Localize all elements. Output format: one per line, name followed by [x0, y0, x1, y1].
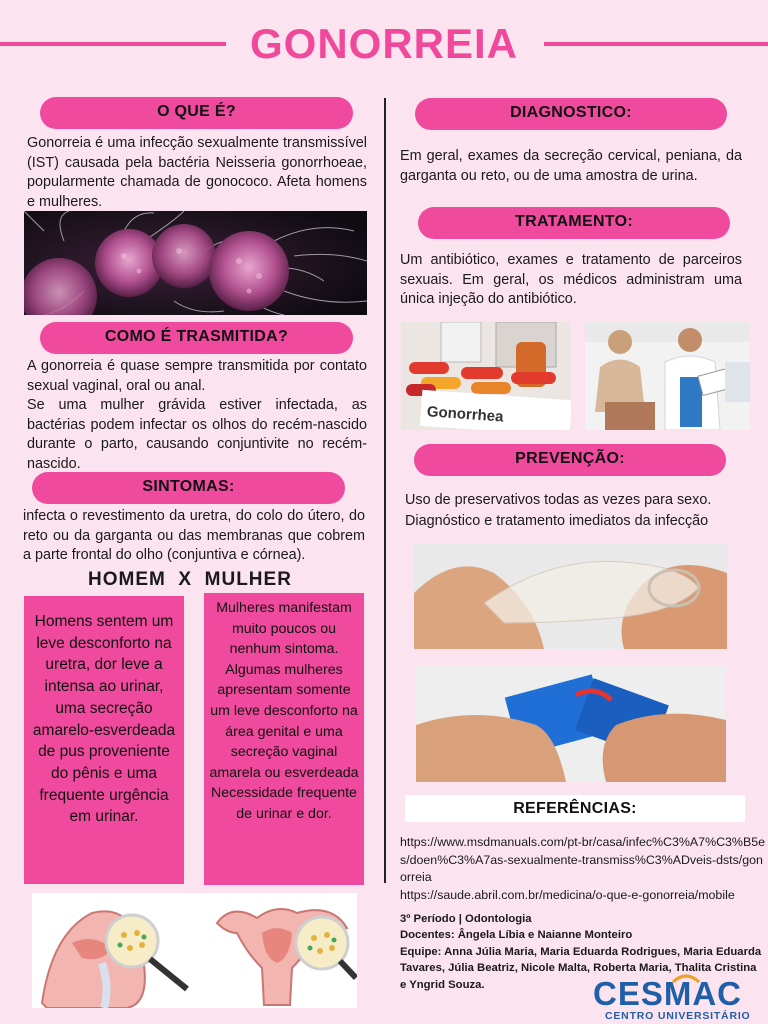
text-o-que-e: Gonorreia é uma infecção sexualmente transmissível (IST) causada pela bactéria Neisseria gonorrhoeae, popularmente chamada de gonococo. Afeta homens e mulheres. [27, 135, 367, 210]
logo-subtitle: CENTRO UNIVERSITÁRIO [605, 1010, 751, 1022]
logo-mark-icon [671, 972, 701, 984]
text-sintomas: infecta o revestimento da uretra, do colo do útero, do reto ou da garganta ou das membranas que cobrem a parte frontal do olho (conjuntiva e córnea). [23, 508, 365, 564]
heading-sintomas: SINTOMAS: [32, 472, 345, 504]
comparison-title-right: MULHER [204, 569, 292, 590]
column-divider [384, 98, 386, 883]
comparison-title [88, 569, 292, 591]
page-title: GONORREIA [249, 20, 518, 67]
anatomy-illustration [32, 893, 357, 1008]
antibiotics-image [401, 322, 571, 430]
text-tratamento: Um antibiótico, exames e tratamento de parceiros sexuais. Em geral, os médicos administram uma única injeção do antibiótico. [400, 252, 742, 308]
women-symptoms-text: Mulheres manifestam muito poucos ou nenhum sintoma. Algumas mulheres apresentam somente um leve desconforto na área genital e uma secreção vaginal amarela ou esverdeada Necessidade frequente de urinar e dor. [209, 600, 359, 822]
text-transmissao-1: A gonorreia é quase sempre transmitida por contato sexual vaginal, oral ou anal. [27, 358, 367, 394]
heading-prevencao: PREVENÇÃO: [414, 444, 726, 476]
text-diagnostico: Em geral, exames da secreção cervical, peniana, da garganta ou reto, ou de uma amostra de urina. [400, 148, 742, 184]
women-symptoms-box [204, 593, 364, 885]
reference-link-1[interactable]: https://www.msdmanuals.com/pt-br/casa/infec%C3%A7%C3%B5es/doen%C3%A7as-sexualmente-transmiss%C3%ADveis-dsts/gonorreia [400, 835, 765, 885]
heading-transmissao: COMO É TRASMITIDA? [40, 322, 353, 354]
text-prevencao-1: Uso de preservativos todas as vezes para sexo. [405, 492, 712, 508]
comparison-title-x: X [178, 569, 193, 590]
heading-referencias: REFERÊNCIAS: [405, 795, 745, 822]
condom-hands-image [414, 543, 727, 649]
text-prevencao [405, 490, 755, 532]
pill-label: Gonorrhea [426, 403, 504, 426]
comparison-title-left: HOMEM [88, 569, 166, 590]
bacteria-image [24, 211, 367, 315]
credits-team: Equipe: Anna Júlia Maria, Maria Eduarda Rodrigues, Maria Eduarda Tavares, Júlia Beatriz, Nicole Malta, Roberta Maria, Thalita Cristina e Yngrid Souza. [400, 945, 762, 991]
men-symptoms-text: Homens sentem um leve desconforto na uretra, dor leve a intensa ao urinar, uma secreção amarelo-esverdeada de pus proveniente do pênis e uma frequente urgência em urinar. [32, 613, 176, 826]
text-transmissao-2: Se uma mulher grávida estiver infectada, as bactérias podem infectar os olhos do recém-nascido durante o parto, causando conjuntivite no recém-nascido. [27, 397, 367, 472]
credits-teachers: Docentes: Ângela Líbia e Naianne Monteiro [400, 929, 633, 942]
heading-diagnostico: DIAGNOSTICO: [415, 98, 727, 130]
logo-name: CESMAC [593, 975, 743, 1012]
credits-period: 3º Período | Odontologia [400, 913, 532, 925]
heading-o-que-e: O QUE É? [40, 97, 353, 129]
men-symptoms-box [24, 596, 184, 884]
text-prevencao-2: Diagnóstico e tratamento imediatos da infecção [405, 513, 709, 529]
condom-package-image [416, 665, 726, 782]
doctor-consultation-image [585, 322, 750, 430]
heading-tratamento: TRATAMENTO: [418, 207, 730, 239]
reference-link-2[interactable]: https://saude.abril.com.br/medicina/o-que-e-gonorreia/mobile [400, 887, 735, 902]
cesmac-logo [593, 975, 763, 1024]
text-transmissao [27, 357, 367, 475]
references-list [400, 834, 766, 904]
